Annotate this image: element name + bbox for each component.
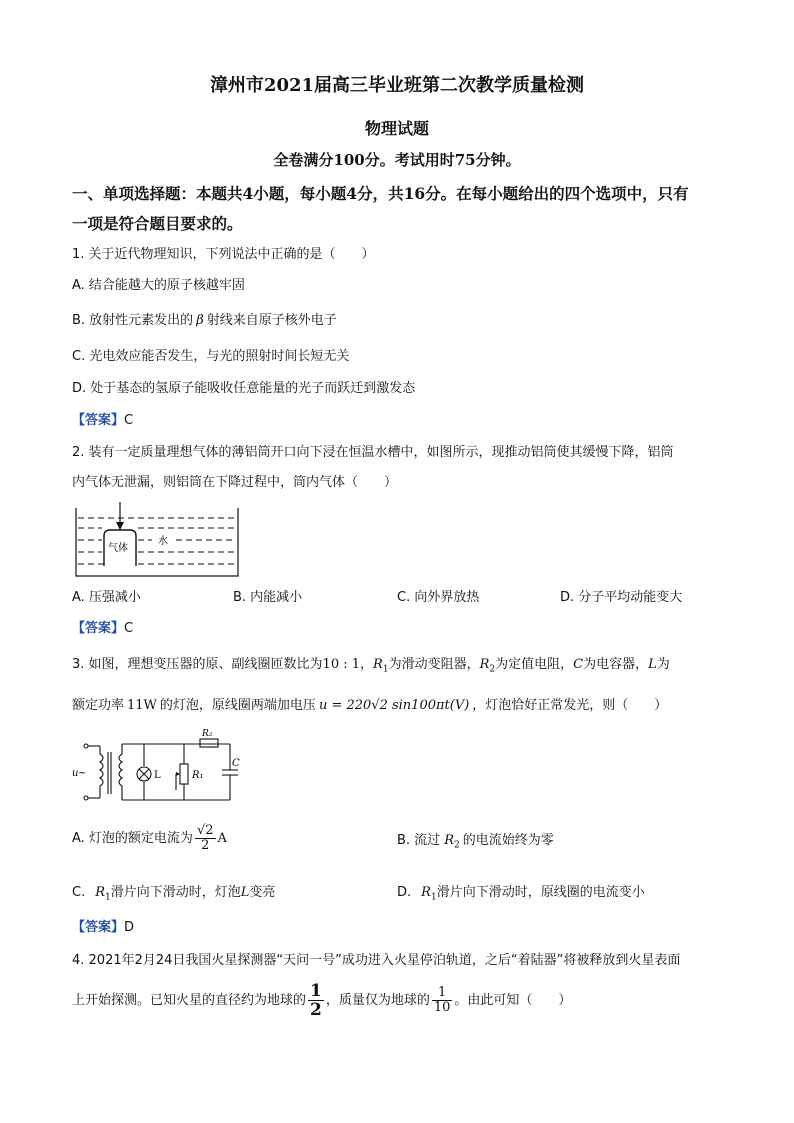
rated-power: 11W (127, 698, 157, 713)
fraction-denominator: 10 (433, 1000, 451, 1015)
stem-text: 。由此可知（ ） (454, 992, 572, 1008)
r1-symbol: R (421, 885, 431, 900)
answer-label: 【答案】 (72, 621, 125, 636)
r1-subscript: 1 (105, 892, 111, 903)
ac-tilde-icon: ~ (78, 768, 87, 779)
question-3-option-b (397, 832, 554, 855)
beta-symbol: β (196, 313, 204, 328)
section-heading: 一、单项选择题：本题共4小题，每小题4分，共16分。在每小题给出的四个选项中，只有 (72, 184, 689, 203)
stem-text: 为定值电阻， (495, 657, 574, 672)
option-b-text-end: 射线来自原子核外电子 (206, 313, 337, 328)
option-d-text: D. (397, 885, 412, 900)
subject-title: 物理试题 (364, 119, 429, 138)
stem-text: 为电容器， (583, 657, 649, 672)
option-b-text: B. 放射性元素发出的 (72, 313, 194, 328)
fraction-numerator: 1 (438, 985, 447, 1000)
option-c-text: C. (72, 885, 86, 900)
question-2-option-d: D. 分子平均动能变大 (560, 590, 683, 605)
question-1-option-b (72, 312, 337, 330)
capacitor-symbol: C (573, 657, 584, 672)
r2-symbol: R (479, 657, 490, 672)
figure-lamp-label: L (154, 770, 161, 781)
voltage-formula: u = 220√2 sin100πt(V) (318, 698, 470, 713)
r1-symbol: R (95, 885, 106, 900)
stem-text: 的灯泡，原线圈两端加电压 (159, 698, 316, 713)
question-2-option-c: C. 向外界放热 (397, 590, 480, 605)
answer-value: C (124, 621, 134, 636)
figure-u-label: u (72, 768, 79, 779)
stem-text: 3. 如图，理想变压器的原、副线圈匝数比为 (72, 657, 323, 672)
question-2-answer (72, 620, 133, 638)
option-c-text-end: 变亮 (249, 885, 276, 900)
stem-text: ，质量仅为地球的 (325, 992, 430, 1008)
r1-subscript: 1 (382, 664, 389, 675)
answer-value: D (124, 920, 135, 935)
stem-text: ， (360, 657, 374, 672)
question-1-answer (72, 412, 133, 430)
question-1-option-a: A. 结合能越大的原子核越牢固 (72, 278, 245, 293)
question-4-stem: 4. 2021年2月24日我国火星探测器“天问一号”成功进入火星停泊轨道，之后“着陆器”将被释放到火星表面 (72, 953, 681, 968)
page-title: 漳州市2021届高三毕业班第二次教学质量检测 (209, 75, 585, 96)
option-d-text-end: 滑片向下滑动时，原线圈的电流变小 (436, 885, 645, 900)
fraction-one-tenth (432, 986, 453, 1015)
figure-r1-label: R₁ (192, 770, 204, 781)
r2-symbol: R (444, 833, 454, 848)
question-3-option-a (72, 824, 227, 853)
question-3-answer (72, 919, 134, 937)
fraction-numerator: 1 (310, 981, 322, 1001)
r1-subscript: 1 (430, 892, 437, 903)
lamp-symbol: L (240, 885, 250, 900)
stem-text: 额定功率 (72, 698, 125, 713)
question-2-stem: 2. 装有一定质量理想气体的薄铝筒开口向下浸在恒温水槽中，如图所示，现推动铝筒使其缓慢下降，铝筒 (72, 445, 674, 460)
r1-symbol: R (373, 657, 383, 672)
fraction-one-half (308, 982, 324, 1019)
fraction-numerator: √2 (196, 823, 214, 838)
r2-subscript: 2 (489, 664, 496, 675)
option-c-text-mid: 滑片向下滑动时，灯泡 (110, 885, 241, 900)
figure-c-label: C (232, 758, 240, 769)
stem-text: 为 (656, 657, 670, 672)
figure-r2-label: R₂ (202, 729, 213, 739)
stem-text: ，灯泡恰好正常发光，则（ ） (472, 698, 668, 713)
question-1-option-d: D. 处于基态的氢原子能吸收任意能量的光子而跃迁到激发态 (72, 381, 416, 396)
question-2-option-b: B. 内能减小 (233, 590, 303, 605)
question-3-option-d (397, 884, 645, 907)
aluminum-cylinder-figure (72, 500, 242, 582)
option-a-text: A. 灯泡的额定电流为 (72, 830, 193, 846)
figure-gas-label: 气体 (108, 543, 128, 554)
question-1-stem: 1. 关于近代物理知识，下列说法中正确的是（ ） (72, 247, 375, 262)
transformer-circuit-figure (70, 728, 250, 810)
question-2-stem-line2: 内气体无泄漏，则铝筒在下降过程中，筒内气体（ ） (72, 475, 398, 490)
question-1-option-c: C. 光电效应能否发生，与光的照射时间长短无关 (72, 349, 350, 364)
answer-label: 【答案】 (72, 920, 125, 935)
answer-value: C (124, 413, 134, 428)
fraction-denominator: 2 (310, 1000, 322, 1020)
stem-text: 上开始探测。已知火星的直径约为地球的 (72, 992, 307, 1008)
option-b-text: B. 流过 (397, 833, 441, 848)
answer-label: 【答案】 (72, 413, 125, 428)
fraction-denominator: 2 (201, 838, 210, 853)
r2-subscript: 2 (453, 840, 460, 851)
section-heading-line2: 一项是符合题目要求的。 (72, 214, 243, 233)
question-4-stem-line2 (72, 982, 571, 1019)
figure-water-label: 水 (158, 536, 168, 547)
question-3-stem-line2 (72, 697, 667, 715)
question-3-option-c (72, 884, 275, 907)
stem-text: 为滑动变阻器， (388, 657, 480, 672)
option-b-text-end: 的电流始终为零 (462, 833, 554, 848)
exam-info: 全卷满分100分。考试用时75分钟。 (273, 151, 521, 169)
turns-ratio: 10 : 1 (322, 657, 361, 672)
question-3-stem (72, 656, 670, 679)
lamp-symbol: L (648, 657, 657, 672)
question-2-option-a: A. 压强减小 (72, 590, 141, 605)
fraction-sqrt2-over-2 (195, 824, 216, 853)
unit-ampere: A (217, 830, 227, 846)
